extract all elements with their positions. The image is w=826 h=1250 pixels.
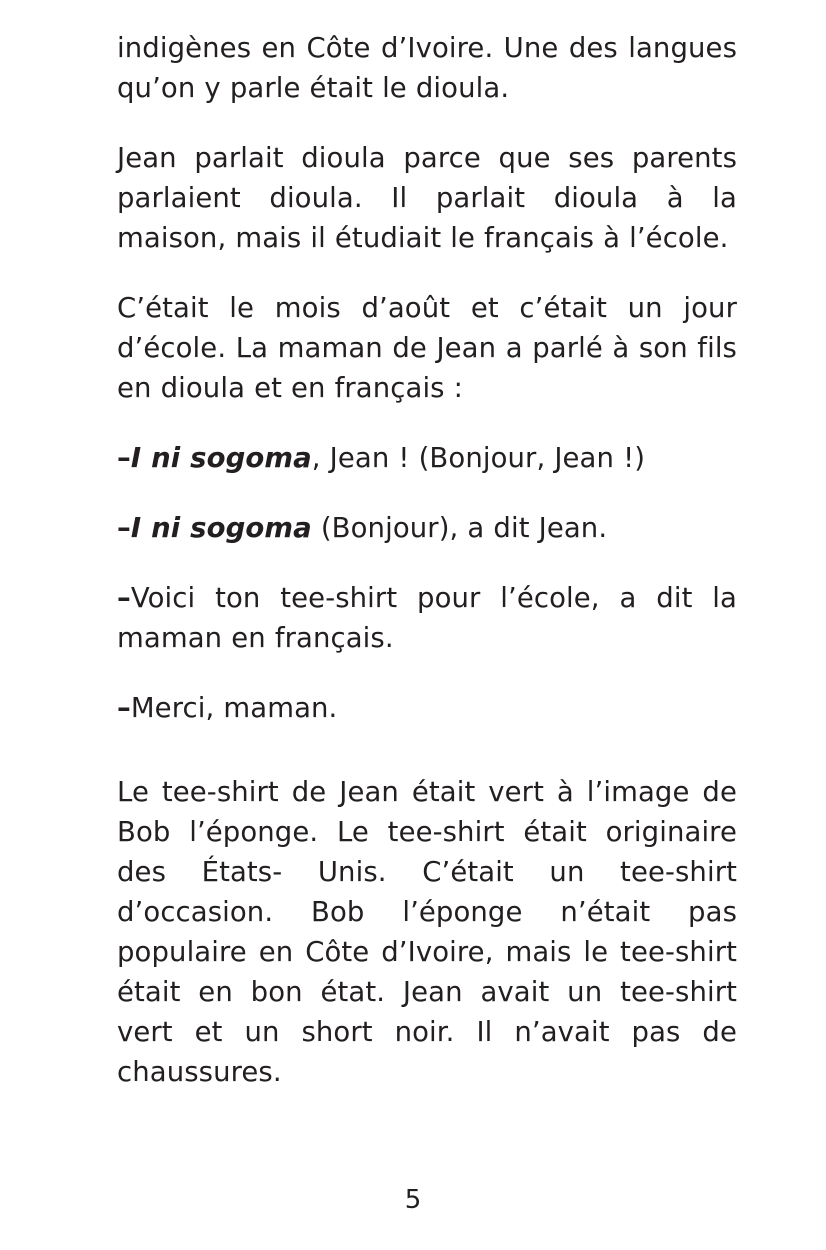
dioula-phrase: I ni sogoma (130, 512, 312, 544)
dialogue-dash: – (117, 512, 131, 544)
paragraph-1: indigènes en Côte d’Ivoire. Une des langues qu’on y parle était le dioula. (117, 32, 737, 104)
dialogue-dash: – (117, 442, 131, 474)
dialogue-line-1 (117, 438, 737, 478)
dialogue-text: , Jean ! (Bonjour, Jean !) (311, 442, 646, 474)
dioula-phrase: I ni sogoma (130, 442, 312, 474)
dialogue-line-3 (117, 578, 737, 658)
paragraph-8: Le tee-shirt de Jean était vert à l’image de Bob l’éponge. Le tee-shirt était originaire des États- Unis. C’était un tee-shirt d’occasion. Bob l’éponge n’était pas populaire en Côte d’Ivoire, mais le tee-shirt était en bon état. Jean avait un tee-shirt vert et un short noir. Il n’avait pas de chaussures. (117, 776, 737, 1088)
dialogue-line-2 (117, 508, 737, 548)
dialogue-text: Merci, maman. (130, 692, 338, 724)
dialogue-line-4 (117, 688, 737, 728)
paragraph-3: C’était le mois d’août et c’était un jour d’école. La maman de Jean a parlé à son fils en dioula et en français : (117, 292, 737, 404)
page-number: 5 (404, 1185, 422, 1215)
page-text-column (117, 28, 737, 1092)
dialogue-dash: – (117, 582, 131, 614)
dialogue-text: Voici ton tee-shirt pour l’école, a dit la maman en français. (117, 582, 737, 654)
dialogue-dash: – (117, 692, 131, 724)
dialogue-text: (Bonjour), a dit Jean. (311, 512, 608, 544)
paragraph-2: Jean parlait dioula parce que ses parents parlaient dioula. Il parlait dioula à la maison, mais il étudiait le français à l’école. (117, 142, 737, 254)
